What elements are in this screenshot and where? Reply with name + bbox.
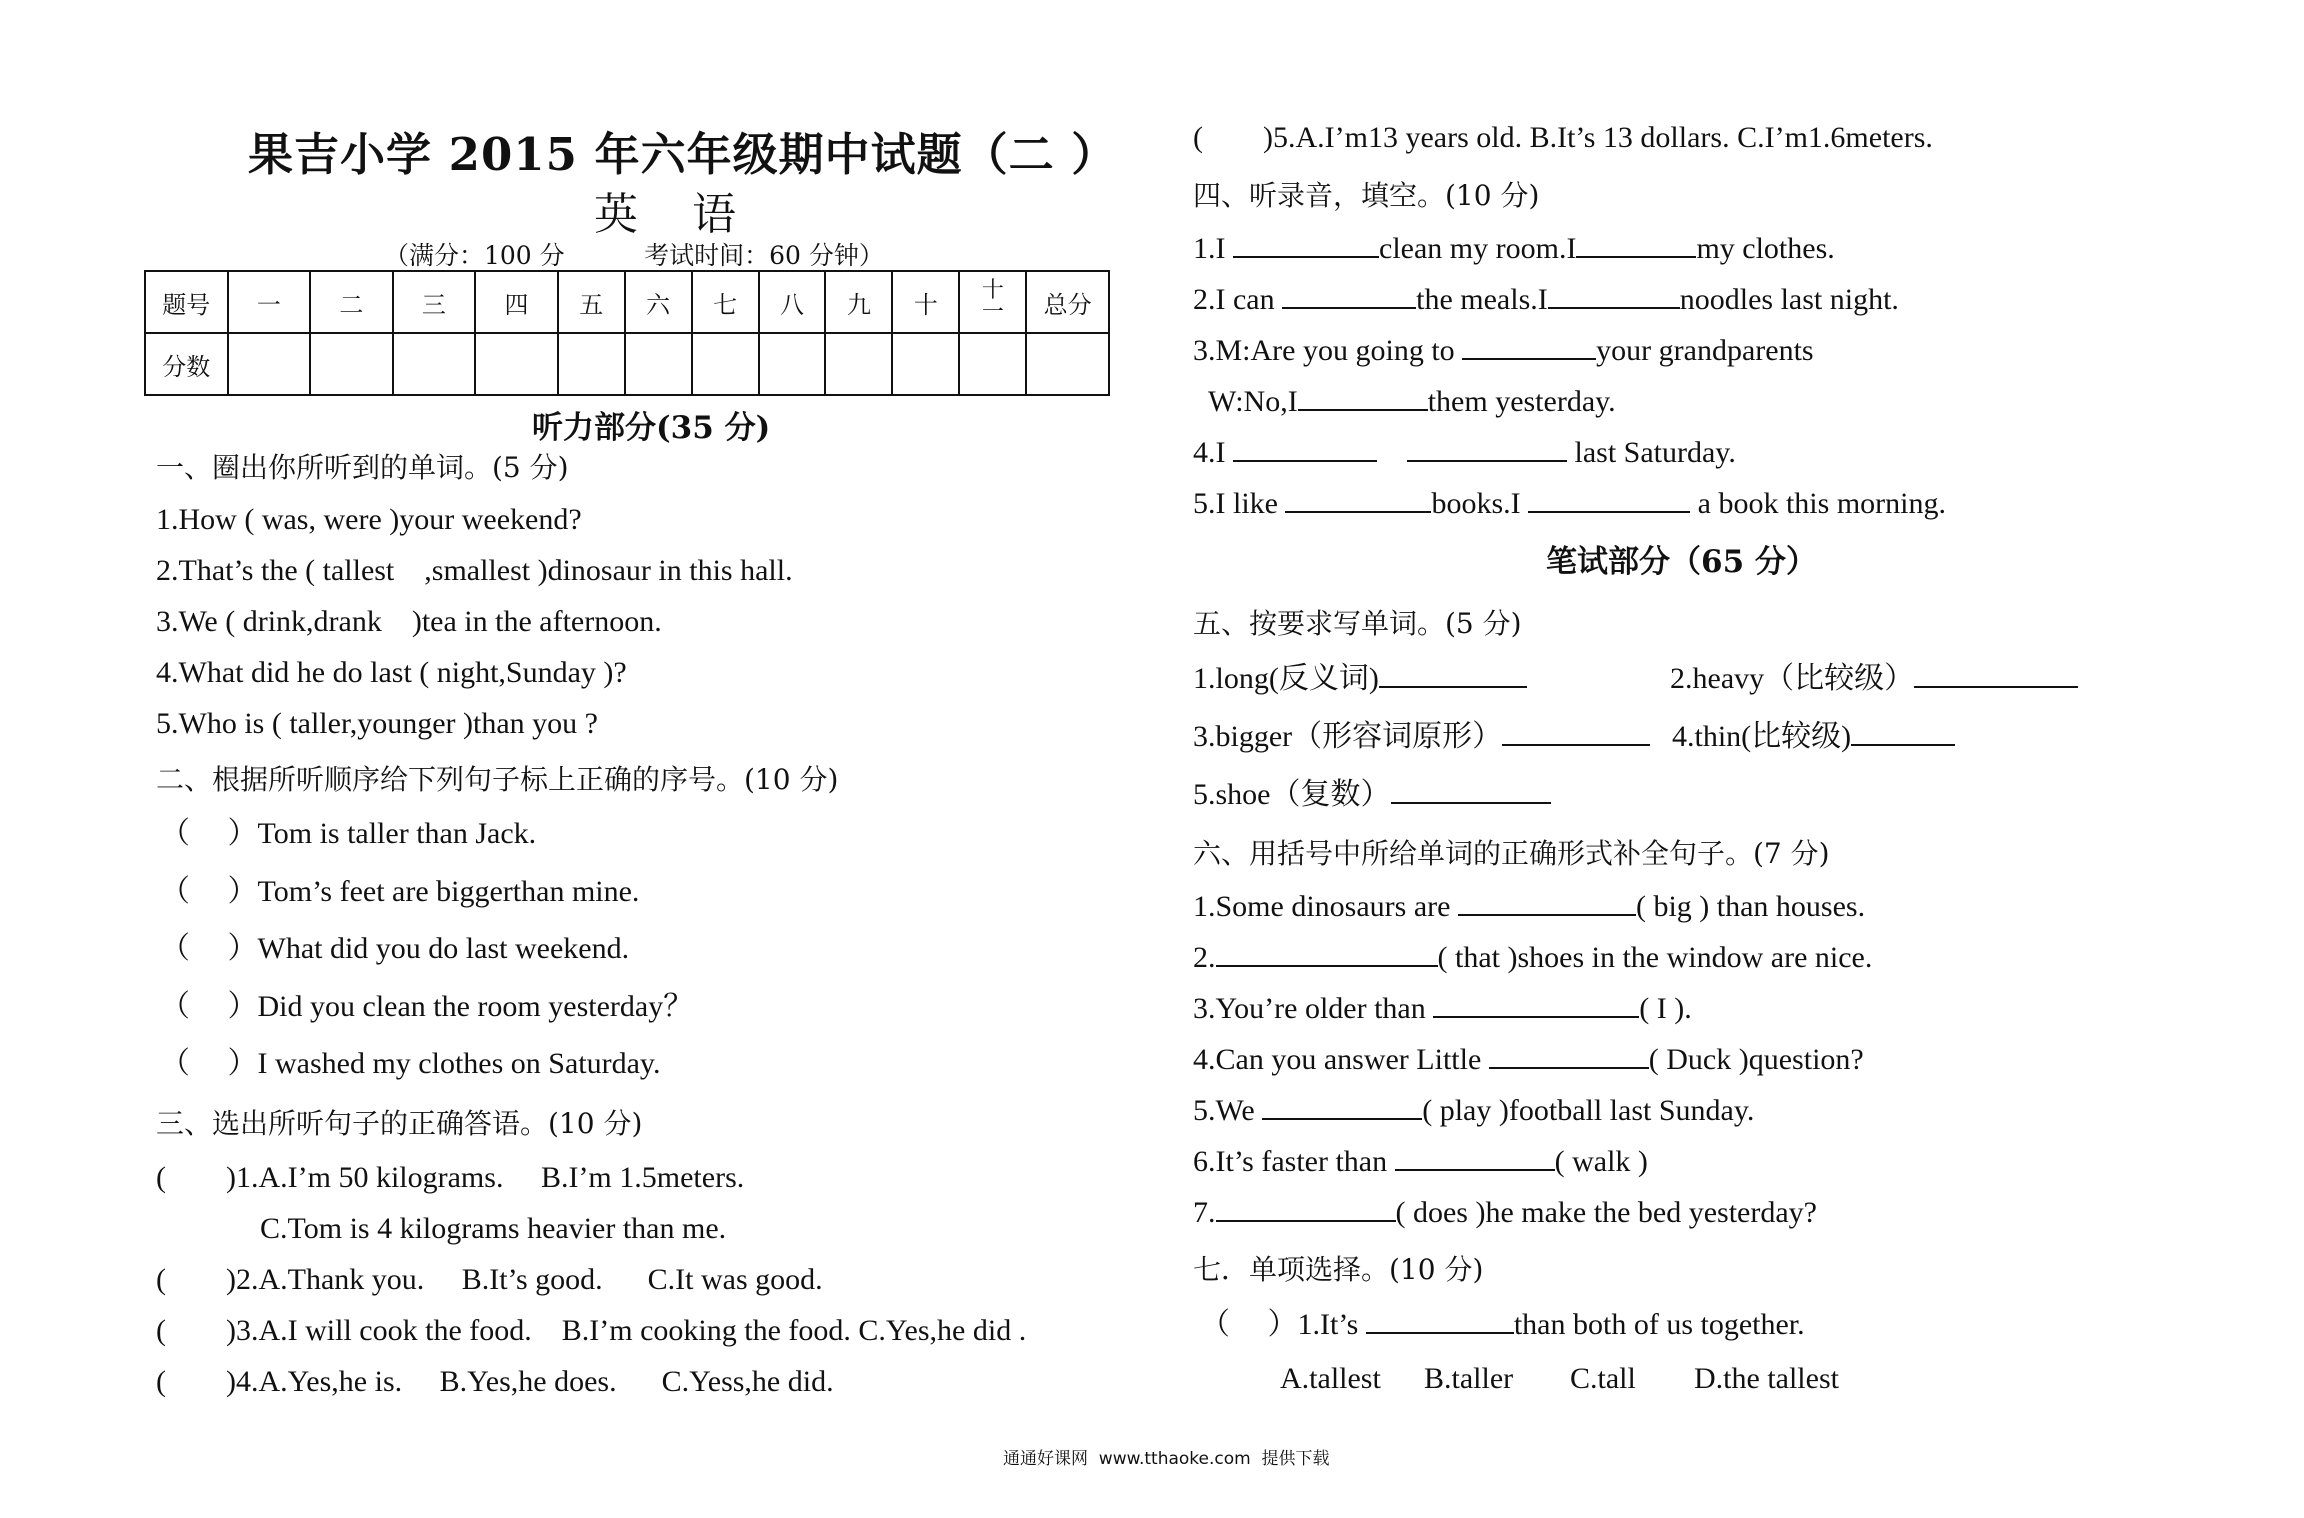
score-input-cell[interactable]: [825, 333, 892, 395]
section-5-title: 五、按要求写单词。(5 分): [1193, 607, 1522, 640]
table-cell: 四: [475, 271, 558, 333]
fill-line: [1672, 718, 1955, 755]
fill-text: 3.M:Are you going to: [1193, 334, 1463, 367]
fill-line: [1193, 990, 1692, 1027]
fill-line: [1193, 718, 1650, 755]
list-item: （ ）Tom is taller than Jack.: [160, 817, 537, 850]
option-a: A.tallest: [1280, 1362, 1381, 1395]
list-item: （ ）Did you clean the room yesterday？: [160, 990, 694, 1023]
section-2-title: 二、根据所听顺序给下列句子标上正确的序号。(10 分): [156, 763, 839, 796]
answer-blank[interactable]: [1285, 485, 1431, 513]
fill-text: noodles last night.: [1679, 283, 1899, 316]
fill-line: [1193, 1041, 1864, 1078]
table-cell: 六: [625, 271, 692, 333]
score-input-cell[interactable]: [692, 333, 759, 395]
section-4-title: 四、听录音，填空。(10 分): [1193, 179, 1540, 212]
fill-text: ( play )football last Sunday.: [1422, 1094, 1755, 1127]
answer-blank[interactable]: [1395, 1143, 1555, 1171]
table-cell: 三: [393, 271, 476, 333]
fill-line: [1670, 660, 2078, 697]
fill-text: 3.bigger（形容词原形）: [1193, 720, 1503, 753]
listening-heading: 听力部分(35 分): [532, 410, 771, 446]
score-input-cell[interactable]: [558, 333, 625, 395]
table-cell: 九: [825, 271, 892, 333]
list-item: ( )1.A.I’m 50 kilograms. B.I’m 1.5meters.: [156, 1161, 745, 1194]
fill-line: [1193, 1092, 1754, 1129]
answer-blank[interactable]: [1216, 939, 1438, 967]
list-item: C.Tom is 4 kilograms heavier than me.: [260, 1212, 727, 1245]
fill-text: 4.thin(比较级): [1672, 720, 1852, 753]
list-item: 5.Who is ( taller,younger )than you ?: [156, 707, 599, 740]
answer-blank[interactable]: [1391, 776, 1551, 804]
fill-text: ( that )shoes in the window are nice.: [1437, 941, 1873, 974]
fill-line: [1193, 332, 1814, 369]
list-item: 1.How ( was, were )your weekend?: [156, 503, 582, 536]
section-1-title: 一、圈出你所听到的单词。(5 分): [156, 451, 569, 484]
score-input-cell[interactable]: [310, 333, 393, 395]
table-cell: 分数: [145, 333, 228, 395]
fill-text: ( does )he make the bed yesterday?: [1395, 1196, 1817, 1229]
list-item: （ ）What did you do last weekend.: [160, 932, 630, 965]
option-d: D.the tallest: [1694, 1362, 1839, 1395]
answer-blank[interactable]: [1282, 281, 1416, 309]
writing-heading: 笔试部分（65 分）: [1546, 544, 1817, 580]
section-6-title: 六、用括号中所给单词的正确形式补全句子。(7 分): [1193, 837, 1830, 870]
table-cell: [959, 271, 1026, 333]
table-cell: [892, 271, 959, 333]
fill-text: 5.We: [1193, 1094, 1263, 1127]
fill-text: them yesterday.: [1427, 385, 1616, 418]
fill-text: 5.I like: [1193, 487, 1286, 520]
answer-blank[interactable]: [1528, 485, 1690, 513]
fill-text: your grandparents: [1596, 334, 1814, 367]
answer-blank[interactable]: [1366, 1306, 1514, 1334]
fill-text: 6.It’s faster than: [1193, 1145, 1395, 1178]
fill-text: last Saturday.: [1567, 436, 1736, 469]
answer-blank[interactable]: [1233, 230, 1379, 258]
footer-source: 通通好课网 www.tthaoke.com 提供下载: [1003, 1449, 1330, 1469]
fill-text: ( walk ): [1554, 1145, 1648, 1178]
fill-line: [1193, 939, 1872, 976]
fill-text: 1.long(反义词): [1193, 662, 1379, 695]
table-cell: 五: [558, 271, 625, 333]
option-b: B.taller: [1424, 1362, 1514, 1395]
answer-blank[interactable]: [1462, 332, 1596, 360]
fill-text: clean my room.I: [1379, 232, 1577, 265]
score-input-cell[interactable]: [892, 333, 959, 395]
score-input-cell[interactable]: [625, 333, 692, 395]
subject-title: 英 语: [594, 189, 756, 240]
answer-blank[interactable]: [1576, 230, 1696, 258]
fill-line: [1193, 1194, 1817, 1231]
table-cell-text: 十: [913, 290, 938, 319]
exam-title: 果吉小学 2015 年六年级期中试题（二 ）: [248, 128, 1118, 181]
fill-text: 3.You’re older than: [1193, 992, 1434, 1025]
fill-text: 4.I: [1193, 436, 1233, 469]
table-cell-text: 十一: [981, 278, 1004, 325]
fill-text: 1.I: [1193, 232, 1233, 265]
fill-text: a book this morning.: [1690, 487, 1946, 520]
fill-line: [1193, 230, 1835, 267]
fill-text: than both of us together.: [1513, 1308, 1805, 1341]
exam-meta: （满分：100 分 考试时间：60 分钟）: [384, 241, 884, 270]
answer-blank[interactable]: [1433, 990, 1639, 1018]
option-c: C.tall: [1570, 1362, 1636, 1395]
score-input-cell[interactable]: [1026, 333, 1109, 395]
answer-blank[interactable]: [1216, 1194, 1396, 1222]
score-table: [144, 270, 1110, 396]
list-item: ( )3.A.I will cook the food. B.I’m cooking the food. C.Yes,he did .: [156, 1314, 1027, 1347]
fill-text: 4.Can you answer Little: [1193, 1043, 1489, 1076]
answer-blank[interactable]: [1262, 1092, 1422, 1120]
answer-blank[interactable]: [1379, 660, 1527, 688]
score-input-cell[interactable]: [759, 333, 826, 395]
fill-text: ( big ) than houses.: [1635, 890, 1866, 923]
fill-line: [1193, 1143, 1648, 1180]
fill-text: 2.heavy（比较级）: [1670, 662, 1915, 695]
table-cell: 一: [228, 271, 311, 333]
fill-line: [1193, 485, 1946, 522]
fill-line: [1200, 1306, 1805, 1343]
table-cell: 二: [310, 271, 393, 333]
fill-line: [1193, 660, 1527, 697]
table-cell: 八: [759, 271, 826, 333]
answer-blank[interactable]: [1548, 281, 1680, 309]
answer-blank[interactable]: [1914, 660, 2078, 688]
answer-blank[interactable]: [1407, 434, 1567, 462]
fill-line: [1193, 281, 1899, 318]
fill-text: 7.: [1193, 1196, 1216, 1229]
score-input-cell[interactable]: [959, 333, 1026, 395]
fill-text: 5.shoe（复数）: [1193, 778, 1391, 811]
answer-blank[interactable]: [1489, 1041, 1649, 1069]
fill-text: the meals.I: [1416, 283, 1548, 316]
answer-blank[interactable]: [1233, 434, 1377, 462]
fill-text: W:No,I: [1208, 385, 1298, 418]
answer-blank[interactable]: [1458, 888, 1636, 916]
fill-text: my clothes.: [1696, 232, 1835, 265]
answer-blank[interactable]: [1298, 383, 1428, 411]
list-item: ( )4.A.Yes,he is. B.Yes,he does. C.Yess,he did.: [156, 1365, 834, 1398]
fill-text: books.I: [1431, 487, 1529, 520]
list-item: 2.That’s the ( tallest ,smallest )dinosaur in this hall.: [156, 554, 793, 587]
list-item: （ ）Tom’s feet are biggerthan mine.: [160, 875, 640, 908]
section-3-title: 三、选出所听句子的正确答语。(10 分): [156, 1107, 643, 1140]
list-item: （ ）I washed my clothes on Saturday.: [160, 1047, 661, 1080]
score-table-score-row: [145, 333, 1109, 395]
fill-text: ( I ).: [1639, 992, 1692, 1025]
fill-text: 2.I can: [1193, 283, 1283, 316]
score-input-cell[interactable]: [475, 333, 558, 395]
fill-line: [1208, 383, 1616, 420]
list-item: 3.We ( drink,drank )tea in the afternoon.: [156, 605, 662, 638]
fill-line: [1193, 888, 1865, 925]
section-7-title: 七．单项选择。(10 分): [1193, 1253, 1484, 1286]
fill-line: [1193, 776, 1551, 813]
fill-text: （ ）1.It’s: [1200, 1308, 1366, 1341]
list-item: ( )2.A.Thank you. B.It’s good. C.It was good.: [156, 1263, 823, 1296]
list-item: ( )5.A.I’m13 years old. B.It’s 13 dollars. C.I’m1.6meters.: [1193, 121, 1933, 154]
fill-text: ( Duck )question?: [1648, 1043, 1864, 1076]
table-cell: 七: [692, 271, 759, 333]
table-cell: 总分: [1026, 271, 1109, 333]
list-item: 4.What did he do last ( night,Sunday )?: [156, 656, 627, 689]
answer-blank[interactable]: [1851, 718, 1955, 746]
fill-text: 2.: [1193, 941, 1216, 974]
fill-text: 1.Some dinosaurs are: [1193, 890, 1458, 923]
score-input-cell[interactable]: [393, 333, 476, 395]
table-cell: 题号: [145, 271, 228, 333]
answer-blank[interactable]: [1502, 718, 1650, 746]
score-input-cell[interactable]: [228, 333, 311, 395]
score-table-header-row: [145, 271, 1109, 333]
fill-line: [1193, 434, 1736, 471]
